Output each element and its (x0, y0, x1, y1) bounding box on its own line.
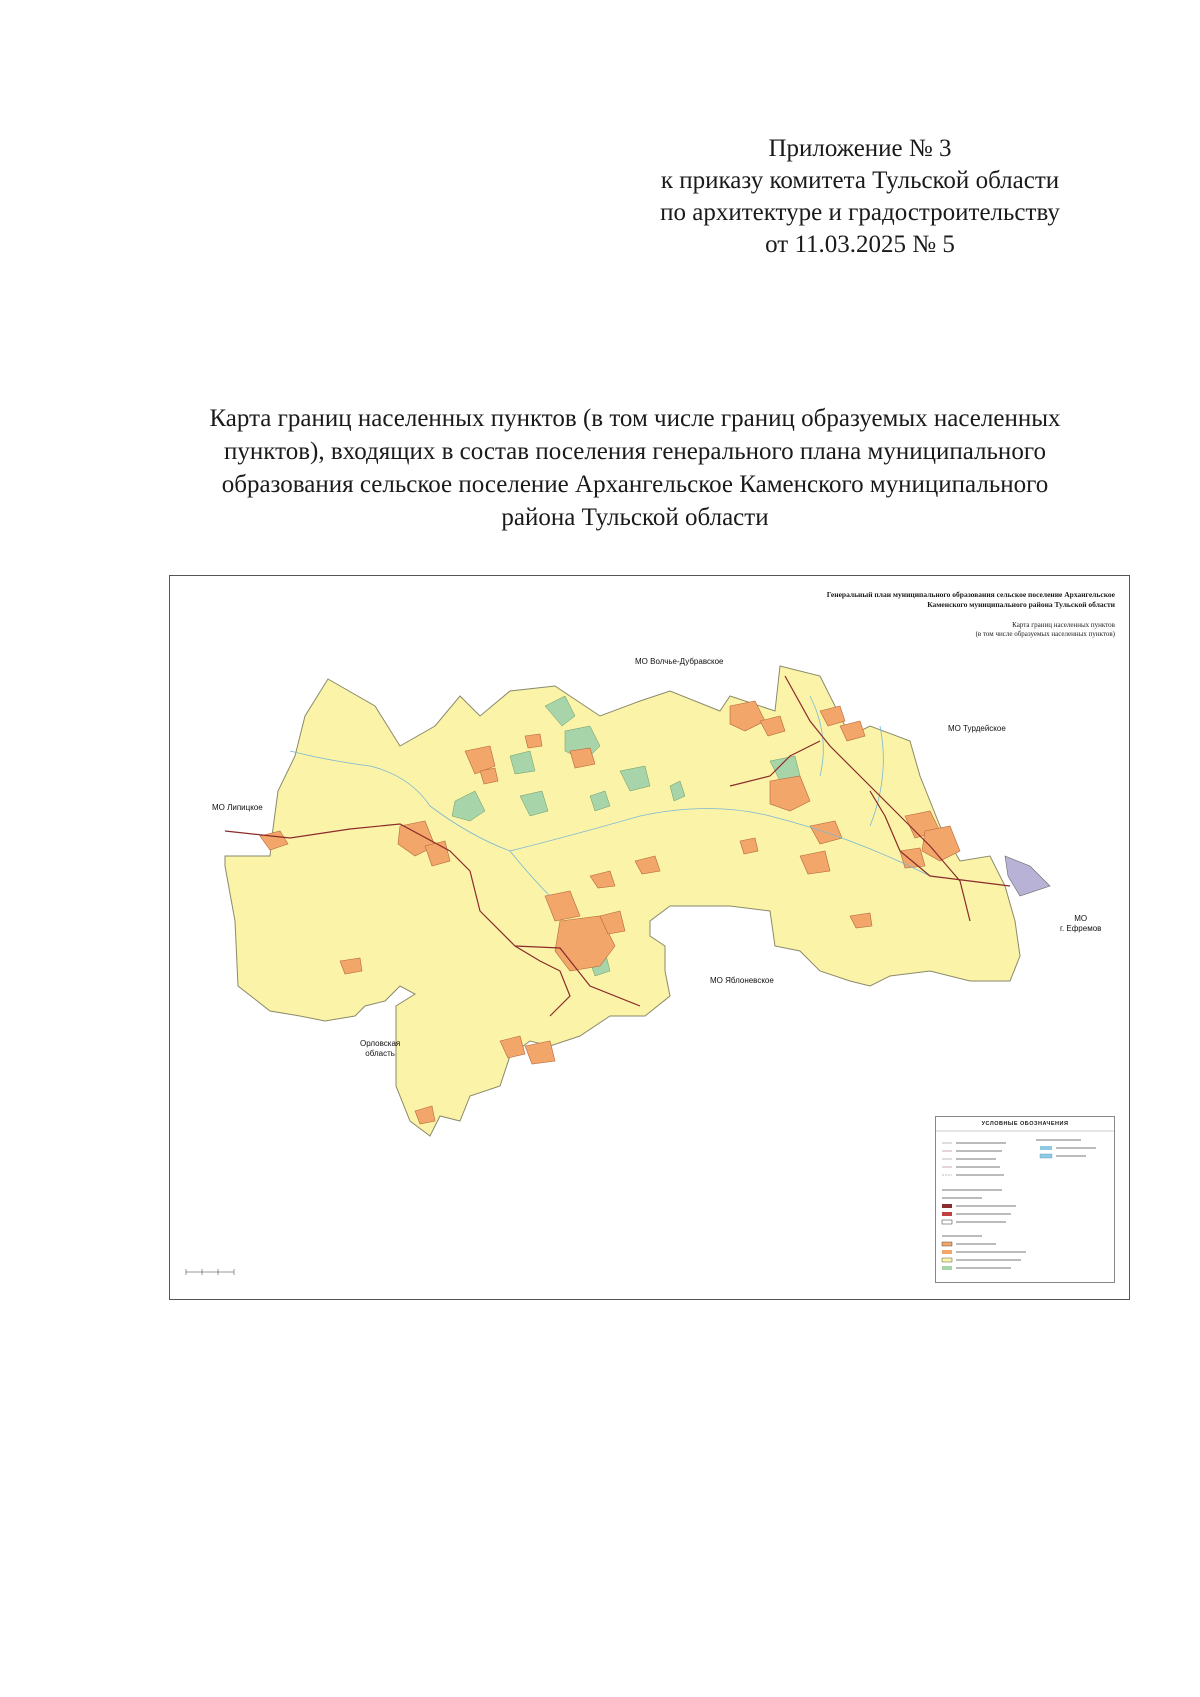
appendix-block (600, 133, 1120, 261)
label-efremov (1060, 914, 1101, 934)
map-subtitle-line-1: Карта границ населенных пунктов (1012, 621, 1115, 629)
map-legend (935, 1116, 1115, 1283)
map-frame (169, 575, 1130, 1300)
neighbor-area (1005, 856, 1050, 896)
appendix-committee: по архитектуре и градостроительству (660, 199, 1060, 226)
label-orel-line-1: Орловская (360, 1039, 401, 1048)
map-header-line-2: Каменского муниципального района Тульской области (927, 600, 1115, 609)
map-header (695, 590, 1115, 610)
label-orel-region (360, 1039, 400, 1059)
label-efremov-line-2: г. Ефремов (1060, 924, 1102, 933)
label-turdeyskoe: МО Турдейское (948, 724, 1006, 733)
title-line-4: района Тульской области (501, 504, 769, 531)
map-subtitle-line-2: (в том числе образуемых населенных пунктов) (975, 630, 1115, 638)
title-line-2: пунктов), входящих в состав поселения генерального плана муниципального (224, 438, 1046, 465)
label-lipitskoe: МО Липицкое (212, 803, 263, 812)
appendix-date: от 11.03.2025 № 5 (765, 231, 955, 258)
scale-bar (184, 1266, 244, 1286)
document-title (150, 402, 1120, 534)
label-volchye-dubravskoe: МО Волчье-Дубравское (635, 657, 724, 666)
territory-area (225, 666, 1020, 1136)
title-line-1: Карта границ населенных пунктов (в том числе границ образуемых населенных (209, 405, 1061, 432)
title-line-3: образования сельское поселение Архангельское Каменского муниципального (221, 471, 1049, 498)
legend-symbols (936, 1117, 1114, 1282)
appendix-number: Приложение № 3 (768, 135, 952, 162)
label-efremov-line-1: МО (1074, 914, 1088, 923)
map-header-line-1: Генеральный план муниципального образования сельское поселение Архангельское (826, 590, 1115, 599)
label-orel-line-2: область (365, 1049, 395, 1058)
label-yablonevskoe: МО Яблоневское (710, 976, 774, 985)
appendix-order: к приказу комитета Тульской области (660, 167, 1060, 194)
map-subtitle (815, 621, 1115, 639)
legend-title: УСЛОВНЫЕ ОБОЗНАЧЕНИЯ (981, 1121, 1069, 1127)
